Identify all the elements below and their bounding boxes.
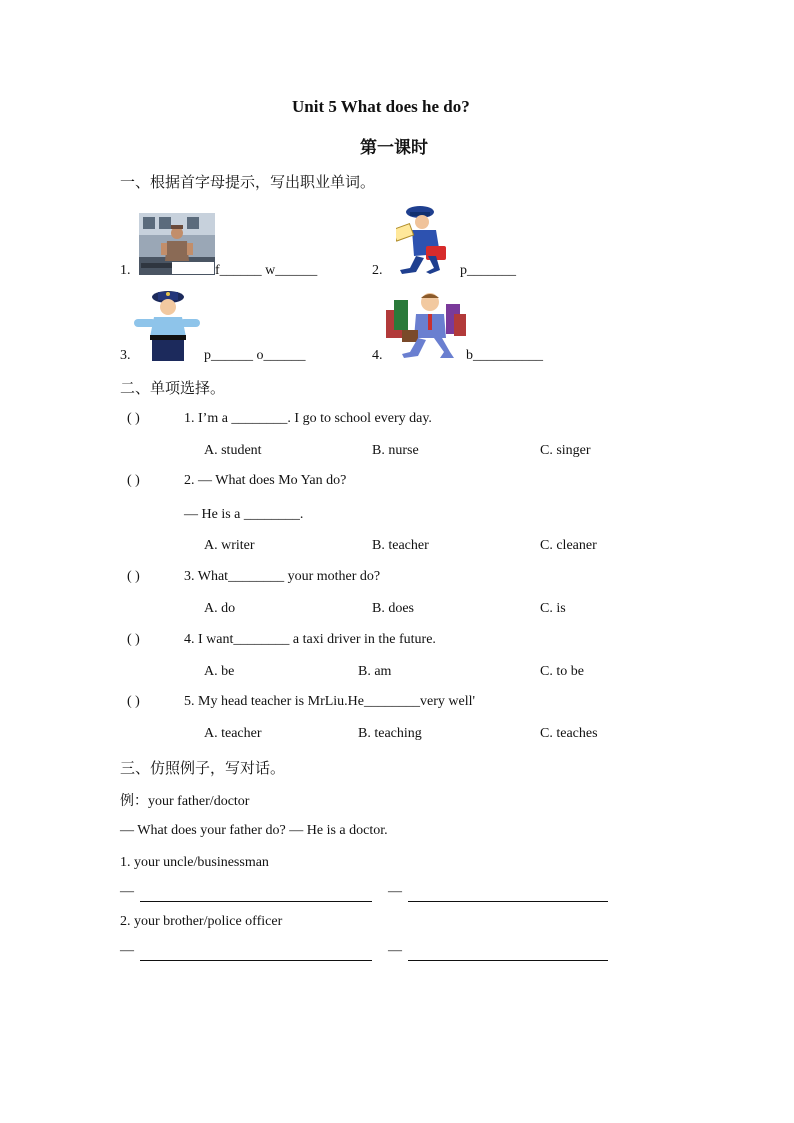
q2-option-b: B. teacher — [372, 538, 429, 553]
blank-patch — [172, 262, 214, 274]
page-title: Unit 5 What does he do? — [292, 97, 470, 116]
q3-option-a: A. do — [204, 601, 236, 616]
q4-option-b: B. am — [358, 664, 392, 679]
item4-number: 4. — [372, 348, 383, 363]
answer-bracket[interactable]: ( ) — [127, 694, 140, 709]
q4-option-c: C. to be — [540, 664, 584, 679]
dash: — — [120, 943, 134, 958]
q1-option-b: B. nurse — [372, 443, 419, 458]
question-4: 4. I want________ a taxi driver in the future. — [184, 632, 436, 647]
item3-number: 3. — [120, 348, 131, 363]
item2-number: 2. — [372, 263, 383, 278]
item1-answer[interactable]: f______ w______ — [215, 263, 318, 278]
q5-option-b: B. teaching — [358, 726, 422, 741]
answer-bracket[interactable]: ( ) — [127, 411, 140, 426]
answer-bracket[interactable]: ( ) — [127, 632, 140, 647]
item1-number: 1. — [120, 263, 131, 278]
q2-option-c: C. cleaner — [540, 538, 597, 553]
answer-line-question[interactable] — [140, 960, 372, 961]
q1-option-c: C. singer — [540, 443, 591, 458]
lesson-subtitle: 第一课时 — [360, 138, 428, 157]
dash: — — [388, 943, 402, 958]
dash: — — [388, 884, 402, 899]
police-officer-picture — [128, 289, 204, 361]
question-2: 2. — What does Mo Yan do? — [184, 473, 347, 488]
question-3: 3. What________ your mother do? — [184, 569, 381, 584]
q5-option-c: C. teaches — [540, 726, 598, 741]
q1-option-a: A. student — [204, 443, 262, 458]
businessman-picture — [384, 290, 468, 360]
item3-answer[interactable]: p______ o______ — [204, 348, 306, 363]
question-2-reply: — He is a ________. — [184, 507, 304, 522]
q3-option-c: C. is — [540, 601, 566, 616]
dash: — — [120, 884, 134, 899]
section2-heading: 二、单项选择。 — [120, 381, 226, 397]
example-dialog: — What does your father do? — He is a doctor. — [120, 823, 388, 838]
question-5: 5. My head teacher is MrLiu.He________very well' — [184, 694, 475, 709]
answer-line-reply[interactable] — [408, 960, 608, 961]
answer-line-reply[interactable] — [408, 901, 608, 902]
dialog-prompt-2: 2. your brother/police officer — [120, 914, 283, 929]
answer-bracket[interactable]: ( ) — [127, 569, 140, 584]
answer-bracket[interactable]: ( ) — [127, 473, 140, 488]
item4-answer[interactable]: b__________ — [466, 348, 543, 363]
example-label: 例：your father/doctor — [120, 794, 250, 809]
dialog-prompt-1: 1. your uncle/businessman — [120, 855, 269, 870]
postman-picture — [396, 202, 452, 274]
section1-heading: 一、根据首字母提示，写出职业单词。 — [120, 175, 376, 191]
q3-option-b: B. does — [372, 601, 414, 616]
answer-line-question[interactable] — [140, 901, 372, 902]
item2-answer[interactable]: p_______ — [460, 263, 516, 278]
question-1: 1. I’m a ________. I go to school every day. — [184, 411, 432, 426]
q2-option-a: A. writer — [204, 538, 255, 553]
q4-option-a: A. be — [204, 664, 235, 679]
section3-heading: 三、仿照例子，写对话。 — [120, 761, 286, 777]
q5-option-a: A. teacher — [204, 726, 262, 741]
